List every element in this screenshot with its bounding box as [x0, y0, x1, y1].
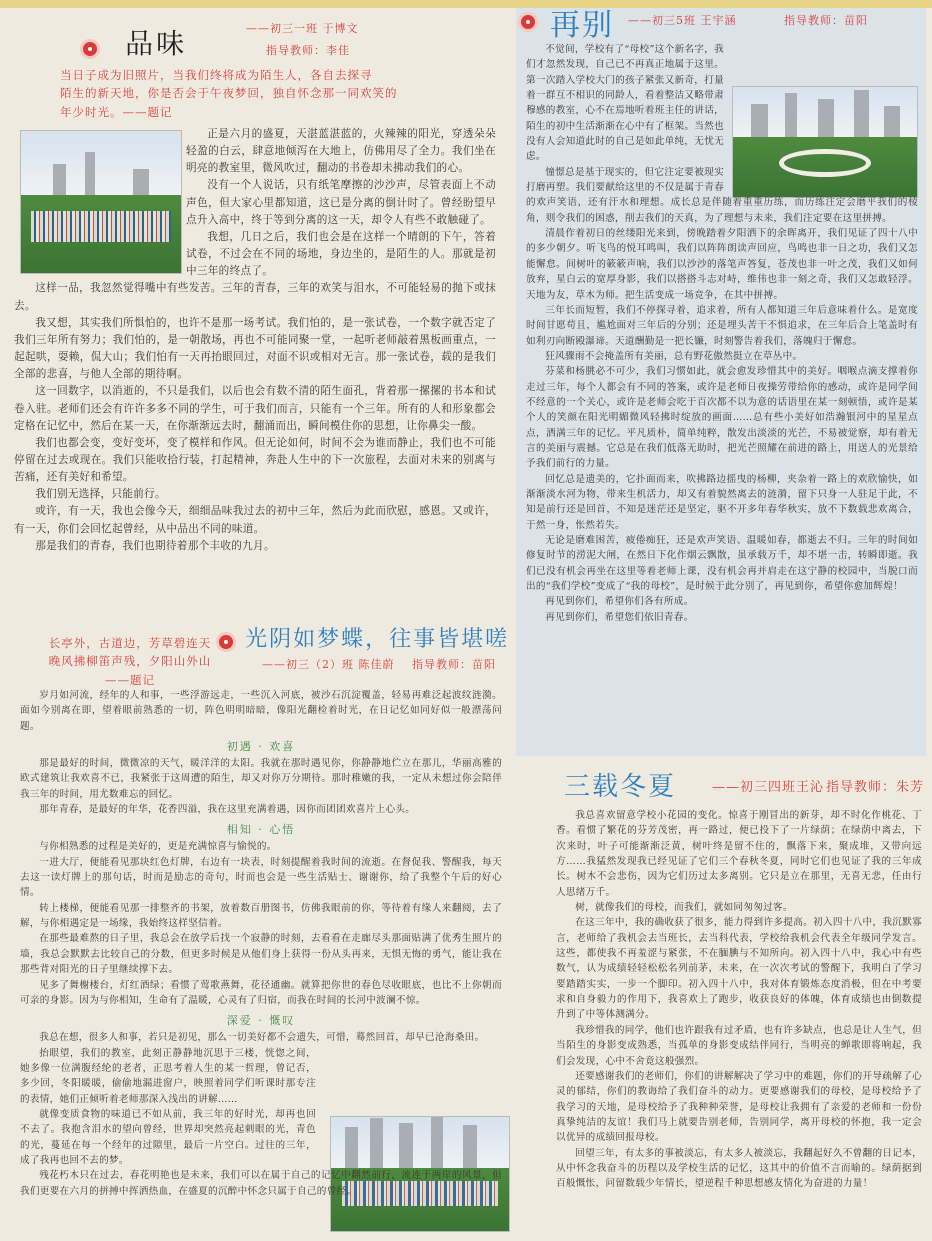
epigraph-line: 年少时光。——题记 [60, 104, 173, 119]
epigraph-line: 长亭外，古道边，芳草碧连天 [48, 636, 212, 650]
paragraph: 树，就像我们的母校，而我们，就如同匆匆过客。 [575, 902, 793, 914]
paragraph: 这样一品，我忽然觉得嘴中有些发苦。三年的青春，三年的欢笑与泪水，不可能轻易的抛下或抹去。 [14, 282, 496, 312]
article-advisor: 指导教师：李佳 [266, 44, 350, 57]
article-byline: ——初三（2）班 陈佳蔚 [262, 658, 395, 671]
title-bullet-icon [518, 12, 538, 32]
article-zaibie [516, 8, 926, 756]
article-byline: ——初三四班王沁 [712, 780, 825, 795]
paragraph: 再见到你们，希望你们各有所成。 [545, 596, 694, 608]
paragraph: 在这三年中，我的确收获了很多，能力得到许多提高。初入四十八中，我沉默寡言，老师给了我机会去当班长，去当科代表，学校给我机会代表全年级同学发言。这些，都使我不再羞涩与紧张，不在腼腆与不知所向。初入四十八中，我心中有些数气，认为成绩轻轻松松名列前茅，未来，在一次次考试的警醒下，我明白了学习要踏踏实实，一步一个脚印。初入四十八中，我对体育锻炼态度消极，但在中考要求和自身毅力的作用下，我喜欢上了跑步，收获良好的体魄，体育成绩也由倒数提升到了中等体测满分。 [556, 917, 922, 1021]
epigraph-line: 陌生的新天地，你是否会于午夜梦回，独自怀念那一同欢笑的 [60, 86, 398, 101]
paragraph: 三年长而短暂，我们不停探寻着，追求着，所有人都知道三年后意味着什么。是宽度时间甘愿苟且，尴尬面对三年后的分别；还是埋头苦干不惧追求，在三年后合上笔盖时有如利刃向断殿瀑谛。天道酬勤是一把长镰，时刻警告着我们，落魄归于懈怠。 [526, 304, 918, 347]
paragraph: 憧憬总是基于现实的，但它注定要被现实打磨再塑。我们要献给这里的不仅是属于青春的欢声笑语，还有汗水和理想。成长总是伴随着重重历练，而历练注定会磨平我们的棱角，则令我们的困惑，削去我们的天真，为了理想与未来，我们注定要在这里拼搏。 [526, 166, 918, 224]
paragraph: 抬眼望，我们的教室，此刻正静静地沉思于三楼，恍惚之间，她多像一位满腹经纶的老者，正思考着人生的某一哲理，曾记否，多少回，冬阳暖暖，偷偷地漏进窗户，映照着同学们听课时那专注的表情，她们正倾听着老师那深入浅出的讲解…… [20, 1047, 316, 1105]
section-heading: 相知 · 心悟 [226, 823, 296, 837]
paragraph: 我总在想，很多人和事，若只是初见，那么一切美好都不会遗失，可惜，蓦然回首，却早已沧海桑田。 [39, 1032, 485, 1044]
paragraph: 我想，几日之后，我们也会是在这样一个晴朗的下午，答着试卷，不过会在不同的场地，身边坐的，是陌生的人。那就是初中三年的终点了。 [186, 230, 496, 278]
article-guangyin [14, 614, 510, 1236]
article-epigraph [32, 634, 228, 689]
paragraph: 无论是磨难困苦，疲倦痴狂，还是欢声笑语、温暖如春，都逝去不归。三年的时间如修复时节的涝泥大闸，在然日下化作烟云飘散，虽承载万千，却不堪一击，转瞬即逝。我们已没有机会再坐在这里等着老师上课，没有机会再并肩走在这宁静的校园中，当脱口而出的“我们学校”变成了“我的母校”，是时候于此分别了，再见到你，希望你愈加辉煌！ [526, 535, 918, 593]
article-guangyin-title-block [216, 622, 509, 653]
paragraph: 见多了舞榭楼台，灯红酒绿；看惯了莺歌燕舞，花径通幽。就算把你世的春色尽收眼底，也比不上你朝而可亲的身影。因为与你相知，生命有了温暖，心灵有了归宿，而我在时间的长河中波澜不惊。 [20, 979, 502, 1006]
paragraph: 那是最好的时间，微微凉的天气，暖洋洋的太阳。我就在那时遇见你，你静静地伫立在那儿，华丽高雅的欧式建筑让我欢喜不已，我紧张于这周遭的陌生，却又对你万分期待。那时稚嫩的我，一定从未想过你会陪伴我三年的时间，用尤数难忘的回忆。 [20, 758, 502, 800]
paragraph: 我总喜欢留意学校小花园的变化。惊喜于刚冒出的新芽，却不时化作桃花、丁香。看惯了繁花的芬芳茂密，再一路过，便已投下了一片绿荫；在绿荫中离去，下次来时，叶子可能渐渐泛黄，树叶终是留不住的，飘落下来，聚成堆，又带向远方……我猛然发现我已经见证了它们三个春秋冬夏，同时它们也见证了我的三年成长。树木不会悲伤，因为它们历过太多离别。它只是立在那里，无喜无悲，任由行人思绪万千。 [556, 810, 922, 898]
paragraph: 我又想，其实我们所惧怕的，也许不是那一场考试。我们怕的，是一张试卷，一个数字就否定了我们三年所有努力；我们怕的，是一朝散场，再也不可能同聚一堂，一起听老师敲着黑板画重点，一起起哄，耍赖，侃大山；我们怕有一天再抬眼回过，对面不识或相对无言。那一张试卷，载的是我们全部的悲喜，与他人全部的期待啊。 [14, 316, 496, 381]
paragraph: 或许，有一天，我也会像今天，细细品味我过去的初中三年，然后为此而欣慰，感恩。又或许，有一天，你们会回忆起曾经，从中品出不同的味道。 [14, 505, 496, 535]
article-advisor: 指导教师：朱芳 [826, 780, 925, 795]
paragraph: 我们也都会变，变好变坏，变了模样和作风。但无论如何，时间不会为谁而静止，我们也不可能停留在过去或现在。我们只能收拾行装，打起精神，奔赴人生中的下一次旅程，去面对未来的别离与苦痛，还有美好和希望。 [14, 436, 496, 484]
article-title: 光阴如梦蝶，往事皆堪嗟 [245, 627, 510, 652]
paragraph: 不觉间，学校有了“母校”这个新名字，我们才忽然发现，自己已不再真正地属于这里。第一次踏入学校大门的孩子紧张又新奇，打量着一群互不相识的同龄人，看着整洁又略带肃穆感的教室，心不在焉地听着班主任的讲话，陌生的初中生活渐渐在心中有了框架。当然也没有人会知道此时的自己是如此单纯，无忧无虑。 [526, 44, 724, 163]
article-zaibie-title-block [516, 8, 926, 43]
article-title: 三载冬夏 [564, 772, 677, 802]
paragraph: 清晨作着初日的丝缕阳光来到，傍晚踏着夕阳洒下的余晖离开，我们见证了四十八中的多少朝夕。听飞鸟的悦耳鸣叫，我们以阵阵朗读声回应，鸟鸣也非一日之功，我们又怎能懈怠。间树叶的簌簌声响，我们以沙沙的落笔声答复，苍茂也非一叶之茂，我们又如何放弃，星白云的宽厚身影，我们以搭搭斗志对峙，维伟也非一刻之奇，我们又怎敢轻浮。天地为友，草木为师。把生活变成一场竞争，在其中拼搏。 [526, 228, 918, 301]
paragraph: 正是六月的盛夏，天湛蓝湛蓝的，火辣辣的阳光，穿透朵朵轻盈的白云，肆意地倾泻在大地上，仿佛用尽了全力。我们坐在明亮的教室里，微风吹过，翻动的书卷却未拂动我们的心。 [186, 128, 496, 175]
article-advisor: 指导教师：苗阳 [784, 14, 868, 27]
section-heading: 深爱 · 慨叹 [226, 1014, 296, 1028]
article-sanzai [516, 758, 926, 1238]
paragraph: 回望三年，有太多的事被淡忘，有太多人被淡忘，我翻起好久不曾翻的日记本，从中怀念我奋斗的历程以及学校生活的记忆，这其中的价值不言而喻的。绿荫据到百般慨怅，问留数载少年情长，望逆程千种思想感友情化为奋进的力量！ [556, 1147, 922, 1190]
paragraph: 残花朽木只在过去，春花明艳也是未来，我们可以在属于自己的记忆中翻然前行，流连于两岸的风景，但我们更要在六月的拼搏中挥洒热血，在盛夏的沉醉中怀念只属于自己的曾经。 [20, 1170, 502, 1197]
paragraph: 转上楼梯，便能看见那一排整齐的书架，放着数百册图书，仿佛我眼前的你，等待着有缘人来翻阅，去了解，与你相遇定是一场缘，我始终这样坚信着。 [20, 902, 502, 930]
top-banner-strip [0, 0, 932, 8]
section-heading: 初遇 · 欢喜 [226, 740, 296, 754]
paragraph: 那是我们的青春，我们也期待着那个丰收的九月。 [35, 539, 275, 552]
paragraph: 回忆总是遗美的，它扑面而来，吹拂路边摇曳的杨柳，夹杂着一路上的欢欣愉快，如渐渐淡水河为物，带来生机活力，却又有着貌然离去的涟漪，留下只身一人驻足于此，不知是前行还是回首，不知是迷茫还是坚定，驱不开多年春华秋实，放不下数载悲欢离合，于然一身，怅然若失。 [526, 473, 918, 531]
paragraph: 再见到你们，希望您们依旧青春。 [545, 611, 694, 623]
paragraph: 狂风骤雨不会掩盖所有美丽，总有野花傲然挺立在草丛中。 [545, 350, 803, 362]
paragraph: 没有一个人说话，只有纸笔摩擦的沙沙声，尽管表面上不动声色，但大家心里都知道，这已是分离的倒计时了。曾经盼望早点升入高中，终于等到分离的这一天，却令人有些不敢触碰了。 [186, 179, 496, 226]
title-bullet-icon [216, 632, 236, 652]
epigraph-line: 晚风拂柳笛声残，夕阳山外山 [48, 654, 212, 669]
article-body [526, 42, 918, 625]
article-body [556, 808, 922, 1192]
epigraph-line: 当日子成为旧照片，当我们终将成为陌生人，各自去探寻 [60, 68, 373, 82]
article-title: 品味 [125, 27, 188, 60]
article-byline: ——初三5班 王宇涵 [628, 14, 737, 27]
paragraph: 那年青春，是最好的年华，花香四溢，我在这里充满着遇，因你而团团欢喜片上心头。 [39, 804, 416, 816]
article-body [14, 126, 496, 555]
article-sanzai-title-block [564, 766, 676, 803]
paragraph: 岁月如河流，经年的人和事，一些浮游远走，一些沉入河底，被沙石沉淀覆盖，轻易再难泛起波纹涟漪。面如今别离在即，望着眼前熟悉的一切，阵色明明暗暗，像阳光翻检着时光，在日记忆如同好似一般漂荡问题。 [20, 690, 502, 732]
article-byline: ——初三一班 于博文 [246, 22, 359, 35]
article-pinwei-title-block [80, 22, 187, 62]
article-pinwei [14, 8, 510, 613]
article-advisor: 指导教师：苗阳 [412, 658, 496, 671]
article-epigraph [60, 66, 480, 121]
paragraph: 我珍惜我的同学，他们也许跟我有过矛盾，也有许多缺点，也总是让人生气，但当陌生的身影变成熟悉，当孤单的身影变成结伴同行，当明亮的蝉歌即将响起，我们会发现，心中不舍竟这般强烈。 [556, 1024, 922, 1067]
article-title: 再别 [550, 8, 614, 43]
epigraph-line: ——题记 [105, 672, 155, 687]
paragraph: 与你相熟悉的过程是美好的，更是充满惊喜与愉悦的。 [39, 841, 277, 853]
paragraph: 还要感谢我们的老师们，你们的讲解解决了学习中的难题，你们的开导疏解了心灵的郁结，你们的教诲给了我们奋斗的动力。更要感谢我们的母校，是母校给予了我学习的天地，是母校给予了我种种荣誉，是母校让我拥有了亲爱的老师和一份份真挚纯洁的友谊！我们马上就要告别老师，告别同学，离开母校的怀抱，我一定会以优异的成绩回报母校。 [556, 1070, 922, 1144]
paragraph: 芬菜和杨朓必不可少，我们习惯如此，就会愈发珍惜其中的美好。咽喉点滴支撑着你走过三年，每个人都会有不同的答案，或许是老师日夜操劳带给你的感动，或许是同学间不经意的一个关心，或许是老师会吃于百次都不以为意的话语里在某一刻顿悟，或许是某个人的笑颜在阳光明媚微风轻拂时绽放的画面……总有些小美好如浩瀚银河中的星星点点，洒满三年的记忆。平凡质朴，简单纯粹，散发出淡淡的光芒，不易被觉察，却有着无言的美丽与震撼。它总是在我们低落无助时，把光芒照耀在前进的路上，用送人的光景给予我们前行的力量。 [526, 366, 918, 470]
paragraph: 就像变质食物的味道已不如从前，我三年的好时光，却再也回不去了。我抱含泪水的望向曾经，世界却突然亮起刺眼的光，青色的光，蔓延在每一个经年的过隙里，最后一片空白。过往的三年，成了我再也回不去的梦。 [20, 1108, 316, 1166]
article-body [20, 688, 502, 1199]
paragraph: 我们别无选择，只能前行。 [35, 488, 166, 501]
paragraph: 在那些最难熬的日子里，我总会在放学后找一个寂静的时刻，去看看在走廊尽头那面贴满了优秀生照片的墙，我总会默默去比较自己的分数，但更多时候是从他们身上获得一份从头再来，无惧无悔的勇气，能让我在那些背对阳光的日子里继续撑下去。 [20, 933, 502, 976]
title-bullet-icon [80, 39, 100, 59]
paragraph: 这一回数字，以消逝的，不只是我们，以后也会有数不清的陌生面孔，背着那一摞摞的书本和试卷入驻。老师们还会有许许多多不同的学生，可于我们而言，只能有一个三年。所有的人和形象都会定格在记忆中，然后在某一天，在你渐渐远去时，翻涌而出，瞬间模住你的思想，让你鼻尖一酸。 [14, 385, 496, 432]
paragraph: 一进大厅，便能看见那块红色灯牌，右边有一块表，时刻提醒着我时间的流逝。在督促我、警醒我，每天去这一读灯牌上的那句话，时而是励志的奇句，时而也会是一些生活贴士、谢谢你，给了我整个午后的好心情。 [20, 856, 502, 899]
